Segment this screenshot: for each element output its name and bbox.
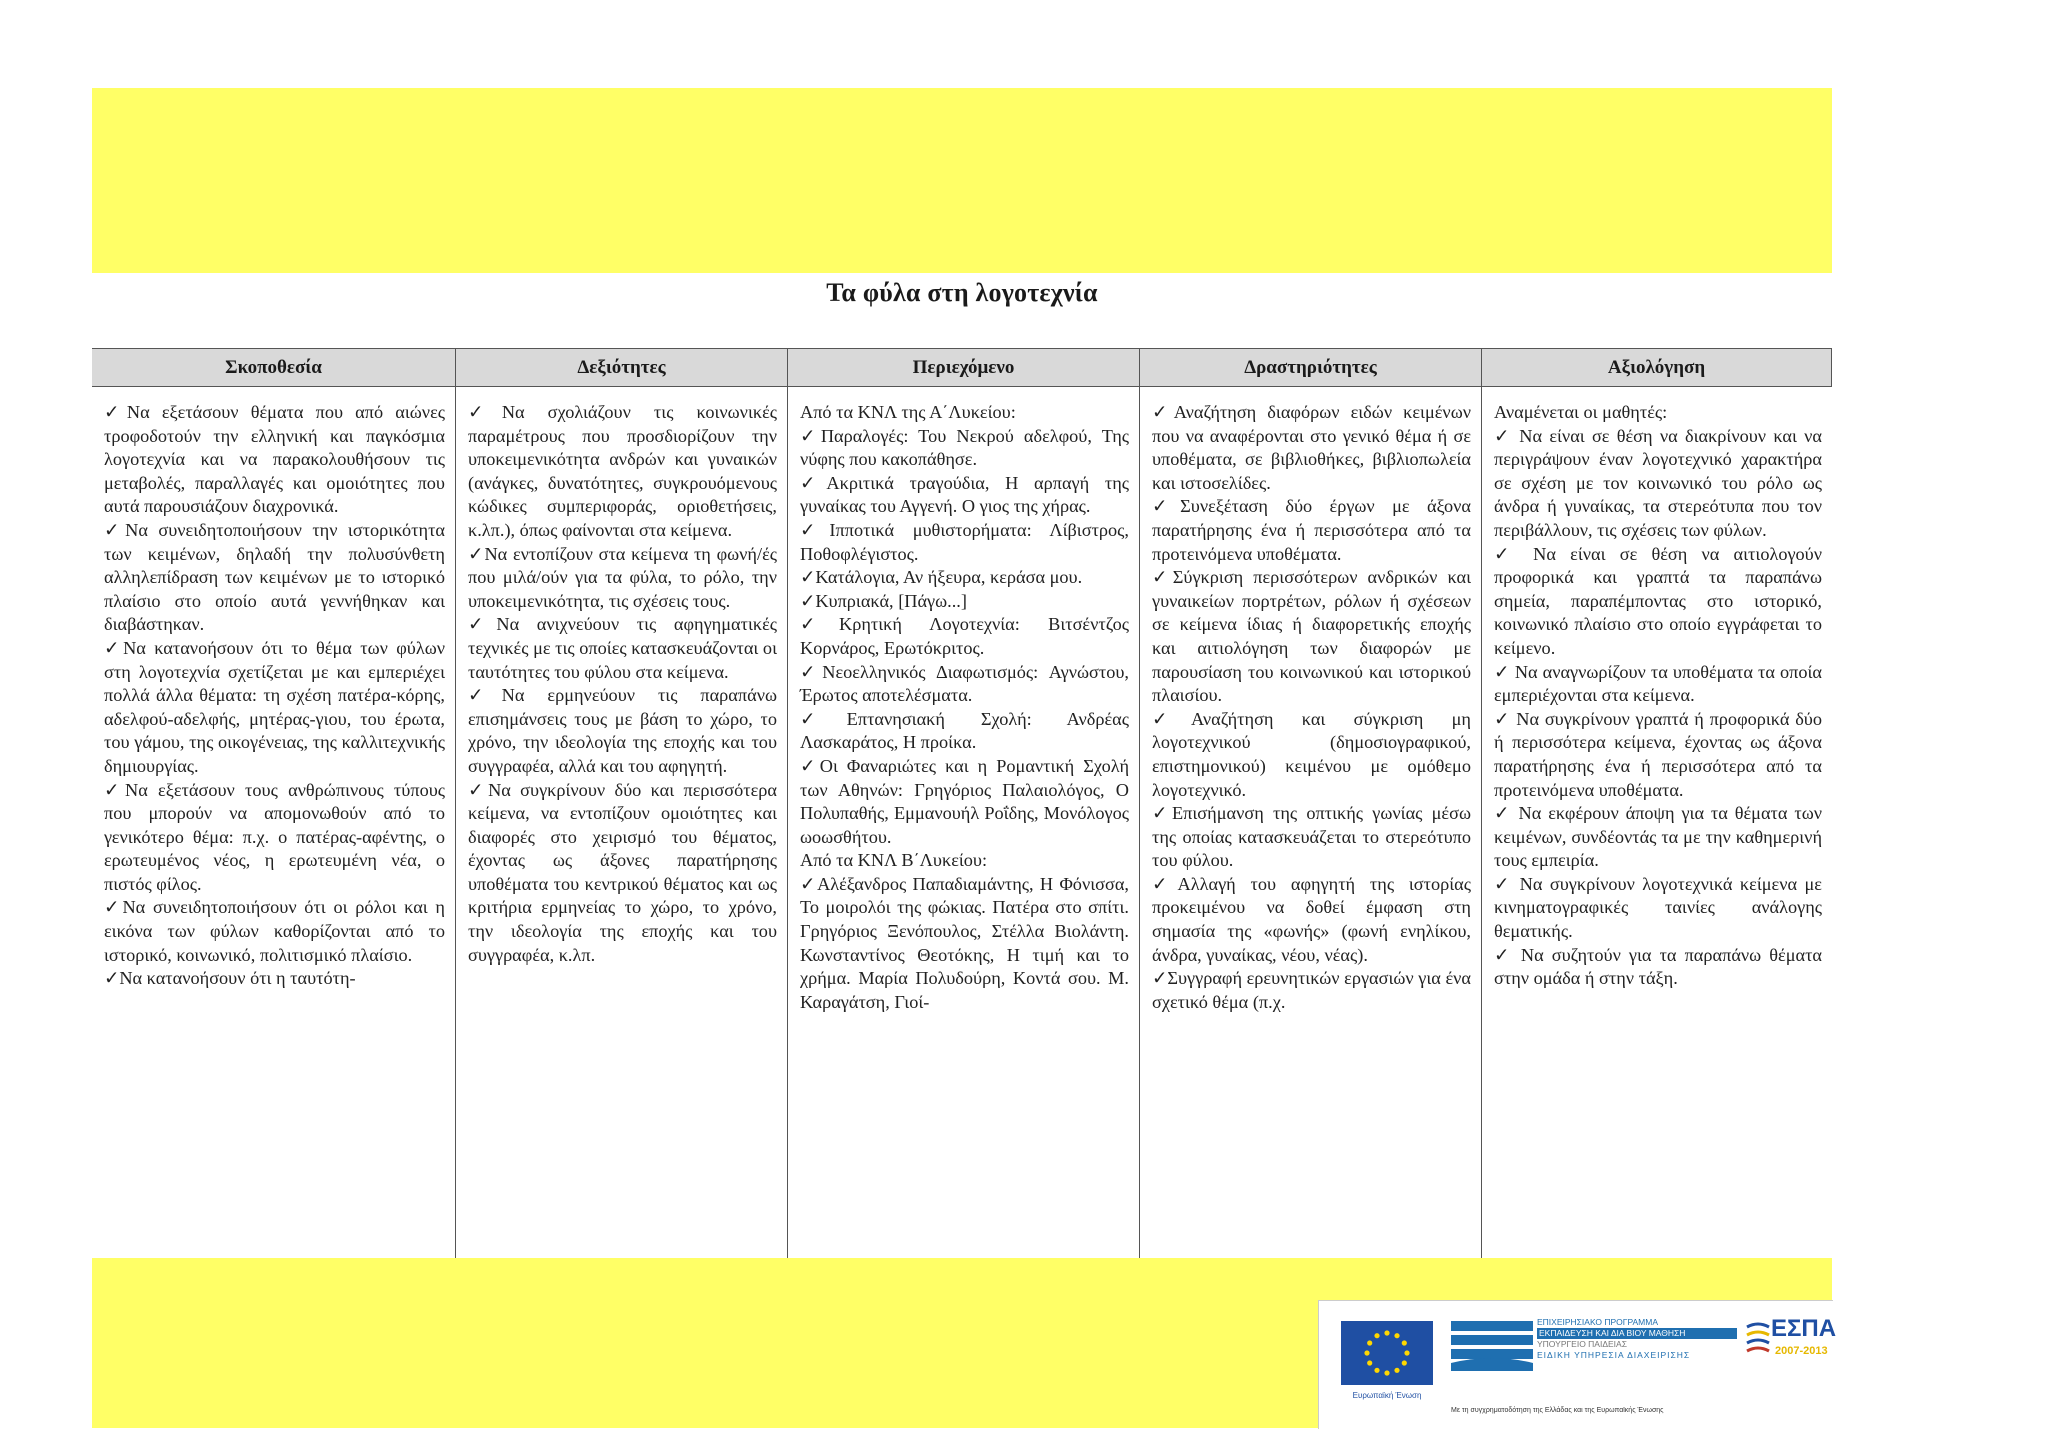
cell-paragraph: ✓Να εξετάσουν τους ανθρώπινους τύπους που μπορούν να απομονωθούν από το γενικότερο θέμα: π.χ. ο πατέρας-αφέντης, ο ερωτευμένος νέος, η ερωτευμένη νέα, ο πιστός φίλος. <box>104 779 445 894</box>
programme-line-2: ΕΚΠΑΙΔΕΥΣΗ ΚΑΙ ΔΙΑ ΒΙΟΥ ΜΑΘΗΣΗ <box>1537 1328 1737 1339</box>
column-cell-activities <box>1140 387 1482 1259</box>
eu-caption: Ευρωπαϊκή Ένωση <box>1352 1391 1422 1400</box>
cell-paragraph: ✓Επτανησιακή Σχολή: Ανδρέας Λασκαράτος, Η προίκα. <box>800 708 1129 753</box>
cell-paragraph: ✓Να ανιχνεύουν τις αφηγηματικές τεχνικές με τις οποίες κατασκευάζονται οι ταυτότητες του φύλου στα κείμενα. <box>468 614 777 682</box>
eu-stars-icon <box>1341 1321 1433 1385</box>
cell-paragraph: ✓Σύγκριση περισσότερων ανδρικών και γυναικείων πορτρέτων, ρόλων ή σχέσεων σε κείμενα ίδιας ή διαφορετικής εποχής και αιτιολόγηση των διαφορών με παρουσίαση του κοινωνικού και ιστορικού πλαισίου. <box>1152 567 1471 706</box>
espa-word: ΕΣΠΑ <box>1771 1315 1837 1342</box>
programme-text <box>1537 1317 1737 1361</box>
programme-line-4: ΕΙΔΙΚΗ ΥΠΗΡΕΣΙΑ ΔΙΑΧΕΙΡΙΣΗΣ <box>1537 1350 1691 1360</box>
cell-paragraph: ✓Αναζήτηση διαφόρων ειδών κειμένων που να αναφέρονται στο γενικό θέμα ή σε υποθέματα, σε βιβλιοθήκες, βιβλιοπωλεία και ιστοσελίδες. <box>1152 402 1471 493</box>
column-cell-skills <box>456 387 788 1259</box>
cell-paragraph: ✓Κρητική Λογοτεχνία: Βιτσέντζος Κορνάρος, Ερωτόκριτος. <box>800 614 1129 658</box>
espa-logo <box>1745 1313 1837 1383</box>
cell-paragraph: ✓Αλέξανδρος Παπαδιαμάντης, Η Φόνισσα, Το μοιρολόι της φώκιας. Πατέρα στο σπίτι. Γρηγόριος Ξενόπουλος, Στέλλα Βιολάντη. Κωνσταντίνος Θεοτόκης, Η τιμή και το χρήμα. Μαρία Πολυδούρη, Κοντά σου. Μ. Καραγάτση, Γιοί- <box>800 873 1129 1012</box>
cell-paragraph: ✓Να ερμηνεύουν τις παραπάνω επισημάνσεις τους με βάση το χώρο, το χρόνο, την ιδεολογία της εποχής και του συγγραφέα, αλλά και του αφηγητή. <box>468 685 777 776</box>
cell-paragraph: Από τα ΚΝΛ της Α΄Λυκείου: <box>800 402 1016 422</box>
cell-paragraph: ✓Οι Φαναριώτες και η Ρομαντική Σχολή των Αθηνών: Γρηγόριος Παλαιολόγος, Ο Πολυπαθής, Εμμανουήλ Ροΐδης, Μονόλογος ωοωσθήτου. <box>800 755 1129 847</box>
cell-paragraph: ✓Κατάλογια, Αν ήξευρα, κεράσα μου. <box>800 567 1083 588</box>
cell-paragraph: ✓Να εντοπίζουν στα κείμενα τη φωνή/ές που μιλά/ούν για τα φύλα, το ρόλο, την υποκειμενικότητα, τις σχέσεις τους. <box>468 543 777 611</box>
column-cell-assessment <box>1482 387 1832 1259</box>
column-cell-content <box>788 387 1140 1259</box>
top-yellow-band <box>92 88 1832 273</box>
espa-years: 2007-2013 <box>1775 1345 1828 1357</box>
column-header-skills: Δεξιότητες <box>456 349 788 387</box>
cell-paragraph: ✓Να σχολιάζουν τις κοινωνικές παραμέτρους που προσδιορίζουν την υποκειμενικότητα ανδρών και γυναικών (ανάγκες, δυνατότητες, συγκρουόμενους κώδικες συμπεριφοράς, οριοθετήσεις, κ.λπ.), όπως φαίνονται στα κείμενα. <box>468 402 777 540</box>
column-header-assessment: Αξιολόγηση <box>1482 349 1832 387</box>
cell-paragraph: ✓ Να συγκρίνουν λογοτεχνικά κείμενα με κινηματογραφικές ταινίες ανάλογης θεματικής. <box>1494 873 1822 942</box>
programme-line-3: ΥΠΟΥΡΓΕΙΟ ΠΑΙΔΕΙΑΣ <box>1537 1339 1627 1349</box>
column-cell-objectives <box>92 387 456 1259</box>
cell-paragraph: ✓Αναζήτηση και σύγκριση μη λογοτεχνικού (δημοσιογραφικού, επιστημονικού) κειμένου με ομόθεμο λογοτεχνικό. <box>1152 708 1471 800</box>
cell-paragraph: ✓Επισήμανση της οπτικής γωνίας μέσω της οποίας κατασκευάζεται το στερεότυπο του φύλου. <box>1152 803 1471 871</box>
cell-paragraph: ✓ Να εκφέρουν άποψη για τα θέματα των κειμένων, συνδέοντάς τα με την καθημερινή τους εμπειρία. <box>1494 803 1822 871</box>
funding-logos-panel <box>1318 1300 1837 1429</box>
cell-paragraph: ✓ Να αναγνωρίζουν τα υποθέματα τα οποία εμπεριέχονται στα κείμενα. <box>1494 661 1822 706</box>
curriculum-table <box>92 348 1832 1259</box>
education-programme-logo-icon <box>1451 1319 1533 1371</box>
column-header-objectives: Σκοποθεσία <box>92 349 456 387</box>
cell-paragraph: ✓Να κατανοήσουν ότι η ταυτότη- <box>104 968 356 989</box>
cell-paragraph: ✓Ακριτικά τραγούδια, Η αρπαγή της γυναίκας του Αγγενή. Ο γιος της χήρας. <box>800 472 1129 517</box>
cell-paragraph: ✓Συγγραφή ερευνητικών εργασιών για ένα σχετικό θέμα (π.χ. <box>1152 968 1471 1012</box>
cell-paragraph: ✓Να συνειδητοποιήσουν ότι οι ρόλοι και η εικόνα των φύλων καθορίζονται από το ιστορικό, κοινωνικό, πολιτισμικό πλαίσιο. <box>104 897 445 965</box>
cell-paragraph: ✓Να συνειδητοποιήσουν την ιστορικότητα των κειμένων, δηλαδή την πολυσύνθετη αλληλεπίδραση των κειμένων με το ιστορικό πλαίσιο στο οποίο αυτά γεννήθηκαν και διαβάστηκαν. <box>104 519 445 635</box>
cell-paragraph: ✓Παραλογές: Του Νεκρού αδελφού, Της νύφης που κακοπάθησε. <box>800 425 1129 470</box>
cell-paragraph: ✓Νεοελληνικός Διαφωτισμός: Αγνώστου, Έρωτος αποτελέσματα. <box>800 661 1129 706</box>
cell-paragraph: ✓Ιπποτικά μυθιστορήματα: Λίβιστρος, Ποθοφλέγιστος. <box>800 519 1129 564</box>
espa-waves-icon <box>1745 1319 1771 1359</box>
cell-paragraph: ✓Να κατανοήσουν ότι το θέμα των φύλων στη λογοτεχνία σχετίζεται με και εμπεριέχει πολλά άλλα θέματα: τη σχέση πατέρα-κόρης, αδελφού-αδελφής, μητέρας-γιου, του έρωτα, του γάμου, της οικογένειας, της καλλιτεχνικής δημιουργίας. <box>104 637 445 776</box>
column-header-content: Περιεχόμενο <box>788 349 1140 387</box>
cell-paragraph: ✓ Να είναι σε θέση να διακρίνουν και να περιγράψουν έναν λογοτεχνικό χαρακτήρα σε σχέση με τον κοινωνικό του ρόλο ως άνδρα ή γυναίκας, τα στερεότυπα που τον περιβάλλουν, τις σχέσεις των φύλων. <box>1494 425 1822 540</box>
cofunding-footnote: Με τη συγχρηματοδότηση της Ελλάδας και της Ευρωπαϊκής Ένωσης <box>1451 1407 1664 1414</box>
programme-line-1: ΕΠΙΧΕΙΡΗΣΙΑΚΟ ΠΡΟΓΡΑΜΜΑ <box>1537 1317 1658 1327</box>
cell-paragraph: ✓Κυπριακά, [Πάγω...] <box>800 590 967 611</box>
cell-paragraph: Από τα ΚΝΛ Β΄Λυκείου: <box>800 850 988 871</box>
cell-paragraph: ✓ Να συζητούν για τα παραπάνω θέματα στην ομάδα ή στην τάξη. <box>1494 944 1822 989</box>
eu-flag-icon <box>1341 1321 1433 1385</box>
cell-paragraph: ✓Συνεξέταση δύο έργων με άξονα παρατήρησης ένα ή περισσότερα από τα προτεινόμενα υποθέματα. <box>1152 496 1471 564</box>
document-title: Τα φύλα στη λογοτεχνία <box>826 278 1098 307</box>
cell-paragraph: ✓Να εξετάσουν θέματα που από αιώνες τροφοδοτούν την ελληνική και παγκόσμια λογοτεχνία και να παρακολουθήσουν τις μεταβολές, παραλλαγές και ομοιότητες που αυτά παρουσιάζουν διαχρονικά. <box>104 402 445 517</box>
cell-paragraph: ✓Να συγκρίνουν δύο και περισσότερα κείμενα, να εντοπίζουν ομοιότητες και διαφορές στο χειρισμό του θέματος, έχοντας ως άξονες παρατήρησης υποθέματα του κεντρικού θέματος και ως κριτήρια ερμηνείας το χώρο, το χρόνο, την ιδεολογία της εποχής και του συγγραφέα, κ.λπ. <box>468 779 777 965</box>
cell-paragraph: ✓ Να συγκρίνουν γραπτά ή προφορικά δύο ή περισσότερα κείμενα, έχοντας ως άξονα παρατήρησης ένα ή περισσότερα από τα προτεινόμενα υποθέματα. <box>1494 708 1822 800</box>
cell-paragraph: Αναμένεται οι μαθητές: <box>1494 402 1668 422</box>
cell-paragraph: ✓Αλλαγή του αφηγητή της ιστορίας προκειμένου να δοθεί έμφαση στη σημασία της «φωνής» (φωνή ενηλίκου, άνδρα, γυναίκας, νέου, νέας). <box>1152 873 1471 965</box>
column-header-activities: Δραστηριότητες <box>1140 349 1482 387</box>
cell-paragraph: ✓ Να είναι σε θέση να αιτιολογούν προφορικά και γραπτά τα παραπάνω σημεία, παραπέμποντας στο ιστορικό, κοινωνικό πλαίσιο στο οποίο εγγράφεται το κείμενο. <box>1494 543 1822 658</box>
